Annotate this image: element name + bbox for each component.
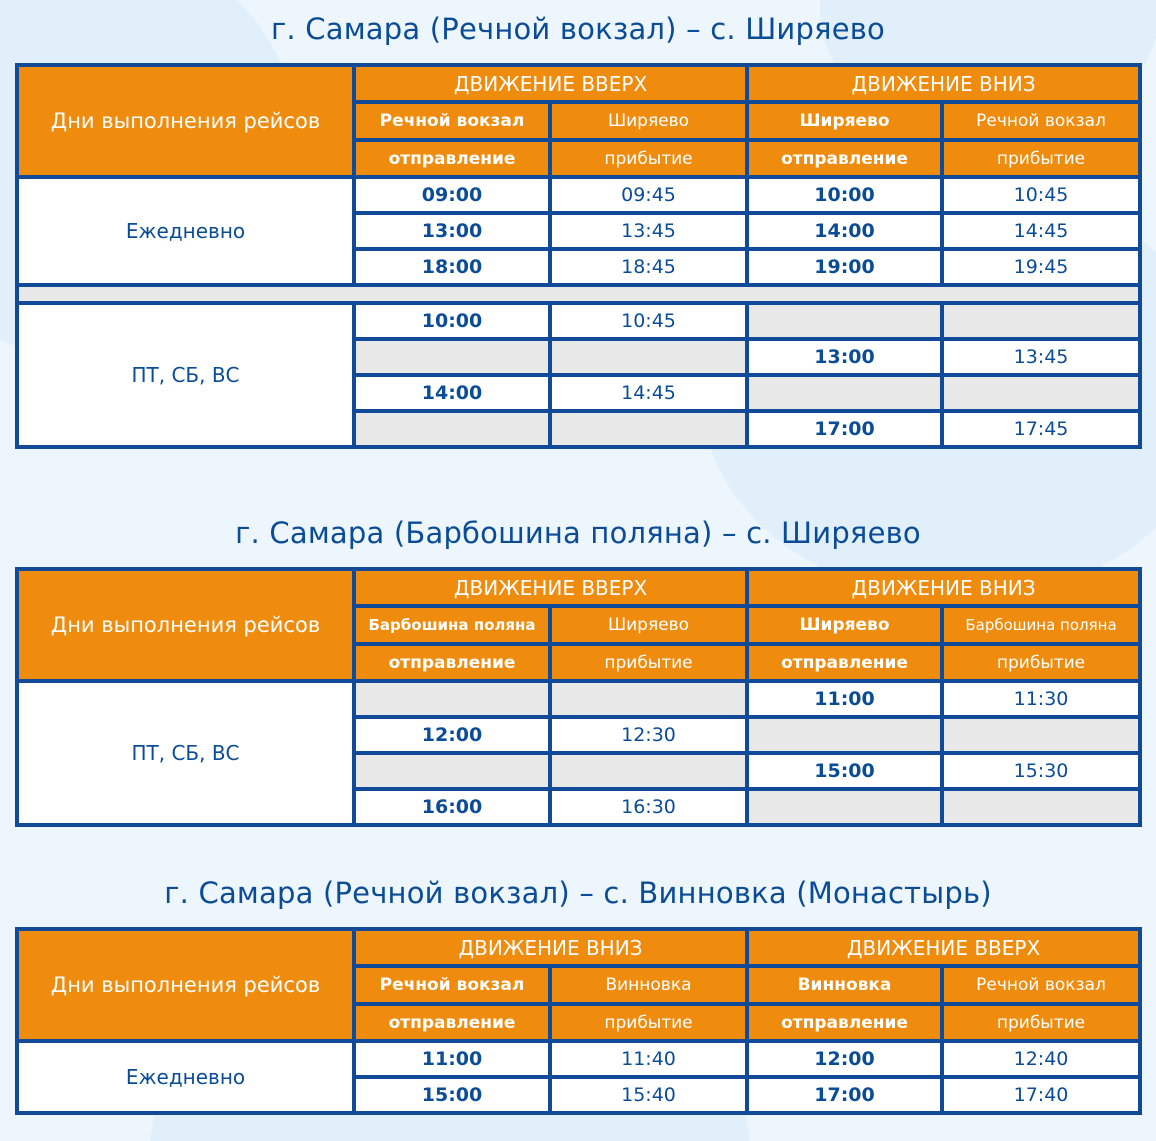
departure-time: 09:00 bbox=[354, 177, 550, 213]
departure-time: 18:00 bbox=[354, 249, 550, 285]
header-row-directions bbox=[17, 569, 1140, 606]
empty-cell bbox=[747, 789, 942, 825]
empty-cell bbox=[942, 303, 1140, 339]
stop-header: Винновка bbox=[747, 966, 942, 1004]
departure-time: 10:00 bbox=[747, 177, 942, 213]
departure-time: 12:00 bbox=[354, 717, 550, 753]
departure-header: отправление bbox=[354, 644, 550, 681]
stop-header: Винновка bbox=[550, 966, 747, 1004]
departure-time: 15:00 bbox=[354, 1077, 550, 1113]
schedule-table-3 bbox=[15, 927, 1142, 1115]
days-cell: Ежедневно bbox=[17, 1041, 354, 1113]
departure-time: 10:00 bbox=[354, 303, 550, 339]
group-separator bbox=[17, 285, 1140, 303]
days-column-header: Дни выполнения рейсов bbox=[17, 65, 354, 177]
departure-time: 11:00 bbox=[354, 1041, 550, 1077]
stop-header: Ширяево bbox=[747, 606, 942, 644]
stop-header: Ширяево bbox=[550, 102, 747, 140]
arrival-time: 13:45 bbox=[942, 339, 1140, 375]
table-row bbox=[17, 177, 1140, 213]
departure-time: 12:00 bbox=[747, 1041, 942, 1077]
empty-cell bbox=[942, 375, 1140, 411]
arrival-time: 11:40 bbox=[550, 1041, 747, 1077]
days-column-header: Дни выполнения рейсов bbox=[17, 569, 354, 681]
departure-time: 19:00 bbox=[747, 249, 942, 285]
arrival-header: прибытие bbox=[942, 644, 1140, 681]
arrival-time: 17:40 bbox=[942, 1077, 1140, 1113]
table-row bbox=[17, 303, 1140, 339]
days-column-header: Дни выполнения рейсов bbox=[17, 929, 354, 1041]
arrival-time: 11:30 bbox=[942, 681, 1140, 717]
route-title-2: г. Самара (Барбошина поляна) – с. Ширяево bbox=[235, 516, 921, 550]
header-row-directions bbox=[17, 929, 1140, 966]
empty-cell bbox=[550, 339, 747, 375]
arrival-time: 15:30 bbox=[942, 753, 1140, 789]
route-title-3: г. Самара (Речной вокзал) – с. Винновка (Монастырь) bbox=[164, 876, 992, 910]
days-cell: Ежедневно bbox=[17, 177, 354, 285]
stop-header: Барбошина поляна bbox=[354, 606, 550, 644]
departure-time: 14:00 bbox=[747, 213, 942, 249]
arrival-time: 09:45 bbox=[550, 177, 747, 213]
header-row-directions bbox=[17, 65, 1140, 102]
arrival-time: 12:40 bbox=[942, 1041, 1140, 1077]
empty-cell bbox=[354, 339, 550, 375]
empty-cell bbox=[354, 753, 550, 789]
departure-time: 15:00 bbox=[747, 753, 942, 789]
direction-header-1: ДВИЖЕНИЕ ВВЕРХ bbox=[354, 569, 747, 606]
empty-cell bbox=[747, 303, 942, 339]
arrival-time: 13:45 bbox=[550, 213, 747, 249]
departure-time: 13:00 bbox=[747, 339, 942, 375]
departure-time: 16:00 bbox=[354, 789, 550, 825]
departure-time: 11:00 bbox=[747, 681, 942, 717]
direction-header-2: ДВИЖЕНИЕ ВНИЗ bbox=[747, 569, 1140, 606]
arrival-time: 12:30 bbox=[550, 717, 747, 753]
direction-header-1: ДВИЖЕНИЕ ВНИЗ bbox=[354, 929, 747, 966]
departure-header: отправление bbox=[747, 1004, 942, 1041]
arrival-header: прибытие bbox=[550, 140, 747, 177]
arrival-time: 10:45 bbox=[550, 303, 747, 339]
departure-header: отправление bbox=[747, 140, 942, 177]
arrival-time: 14:45 bbox=[550, 375, 747, 411]
arrival-header: прибытие bbox=[942, 140, 1140, 177]
arrival-header: прибытие bbox=[550, 644, 747, 681]
route-title-1: г. Самара (Речной вокзал) – с. Ширяево bbox=[271, 12, 885, 46]
arrival-header: прибытие bbox=[550, 1004, 747, 1041]
empty-cell bbox=[550, 753, 747, 789]
stop-header: Барбошина поляна bbox=[942, 606, 1140, 644]
days-cell: ПТ, СБ, ВС bbox=[17, 303, 354, 447]
direction-header-2: ДВИЖЕНИЕ ВНИЗ bbox=[747, 65, 1140, 102]
separator-cell bbox=[17, 285, 1140, 303]
arrival-time: 14:45 bbox=[942, 213, 1140, 249]
empty-cell bbox=[942, 789, 1140, 825]
empty-cell bbox=[747, 375, 942, 411]
arrival-time: 15:40 bbox=[550, 1077, 747, 1113]
departure-header: отправление bbox=[747, 644, 942, 681]
departure-header: отправление bbox=[354, 140, 550, 177]
schedule-table-1 bbox=[15, 63, 1142, 449]
direction-header-1: ДВИЖЕНИЕ ВВЕРХ bbox=[354, 65, 747, 102]
stop-header: Речной вокзал bbox=[942, 102, 1140, 140]
schedule-table-2 bbox=[15, 567, 1142, 827]
empty-cell bbox=[550, 681, 747, 717]
direction-header-2: ДВИЖЕНИЕ ВВЕРХ bbox=[747, 929, 1140, 966]
arrival-time: 10:45 bbox=[942, 177, 1140, 213]
arrival-header: прибытие bbox=[942, 1004, 1140, 1041]
arrival-time: 18:45 bbox=[550, 249, 747, 285]
empty-cell bbox=[354, 681, 550, 717]
departure-header: отправление bbox=[354, 1004, 550, 1041]
arrival-time: 19:45 bbox=[942, 249, 1140, 285]
empty-cell bbox=[942, 717, 1140, 753]
empty-cell bbox=[747, 717, 942, 753]
table-row bbox=[17, 1041, 1140, 1077]
days-cell: ПТ, СБ, ВС bbox=[17, 681, 354, 825]
stop-header: Ширяево bbox=[747, 102, 942, 140]
stop-header: Ширяево bbox=[550, 606, 747, 644]
stop-header: Речной вокзал bbox=[354, 966, 550, 1004]
departure-time: 17:00 bbox=[747, 411, 942, 447]
empty-cell bbox=[550, 411, 747, 447]
stop-header: Речной вокзал bbox=[354, 102, 550, 140]
empty-cell bbox=[354, 411, 550, 447]
arrival-time: 16:30 bbox=[550, 789, 747, 825]
departure-time: 17:00 bbox=[747, 1077, 942, 1113]
arrival-time: 17:45 bbox=[942, 411, 1140, 447]
stop-header: Речной вокзал bbox=[942, 966, 1140, 1004]
departure-time: 14:00 bbox=[354, 375, 550, 411]
table-row bbox=[17, 681, 1140, 717]
departure-time: 13:00 bbox=[354, 213, 550, 249]
